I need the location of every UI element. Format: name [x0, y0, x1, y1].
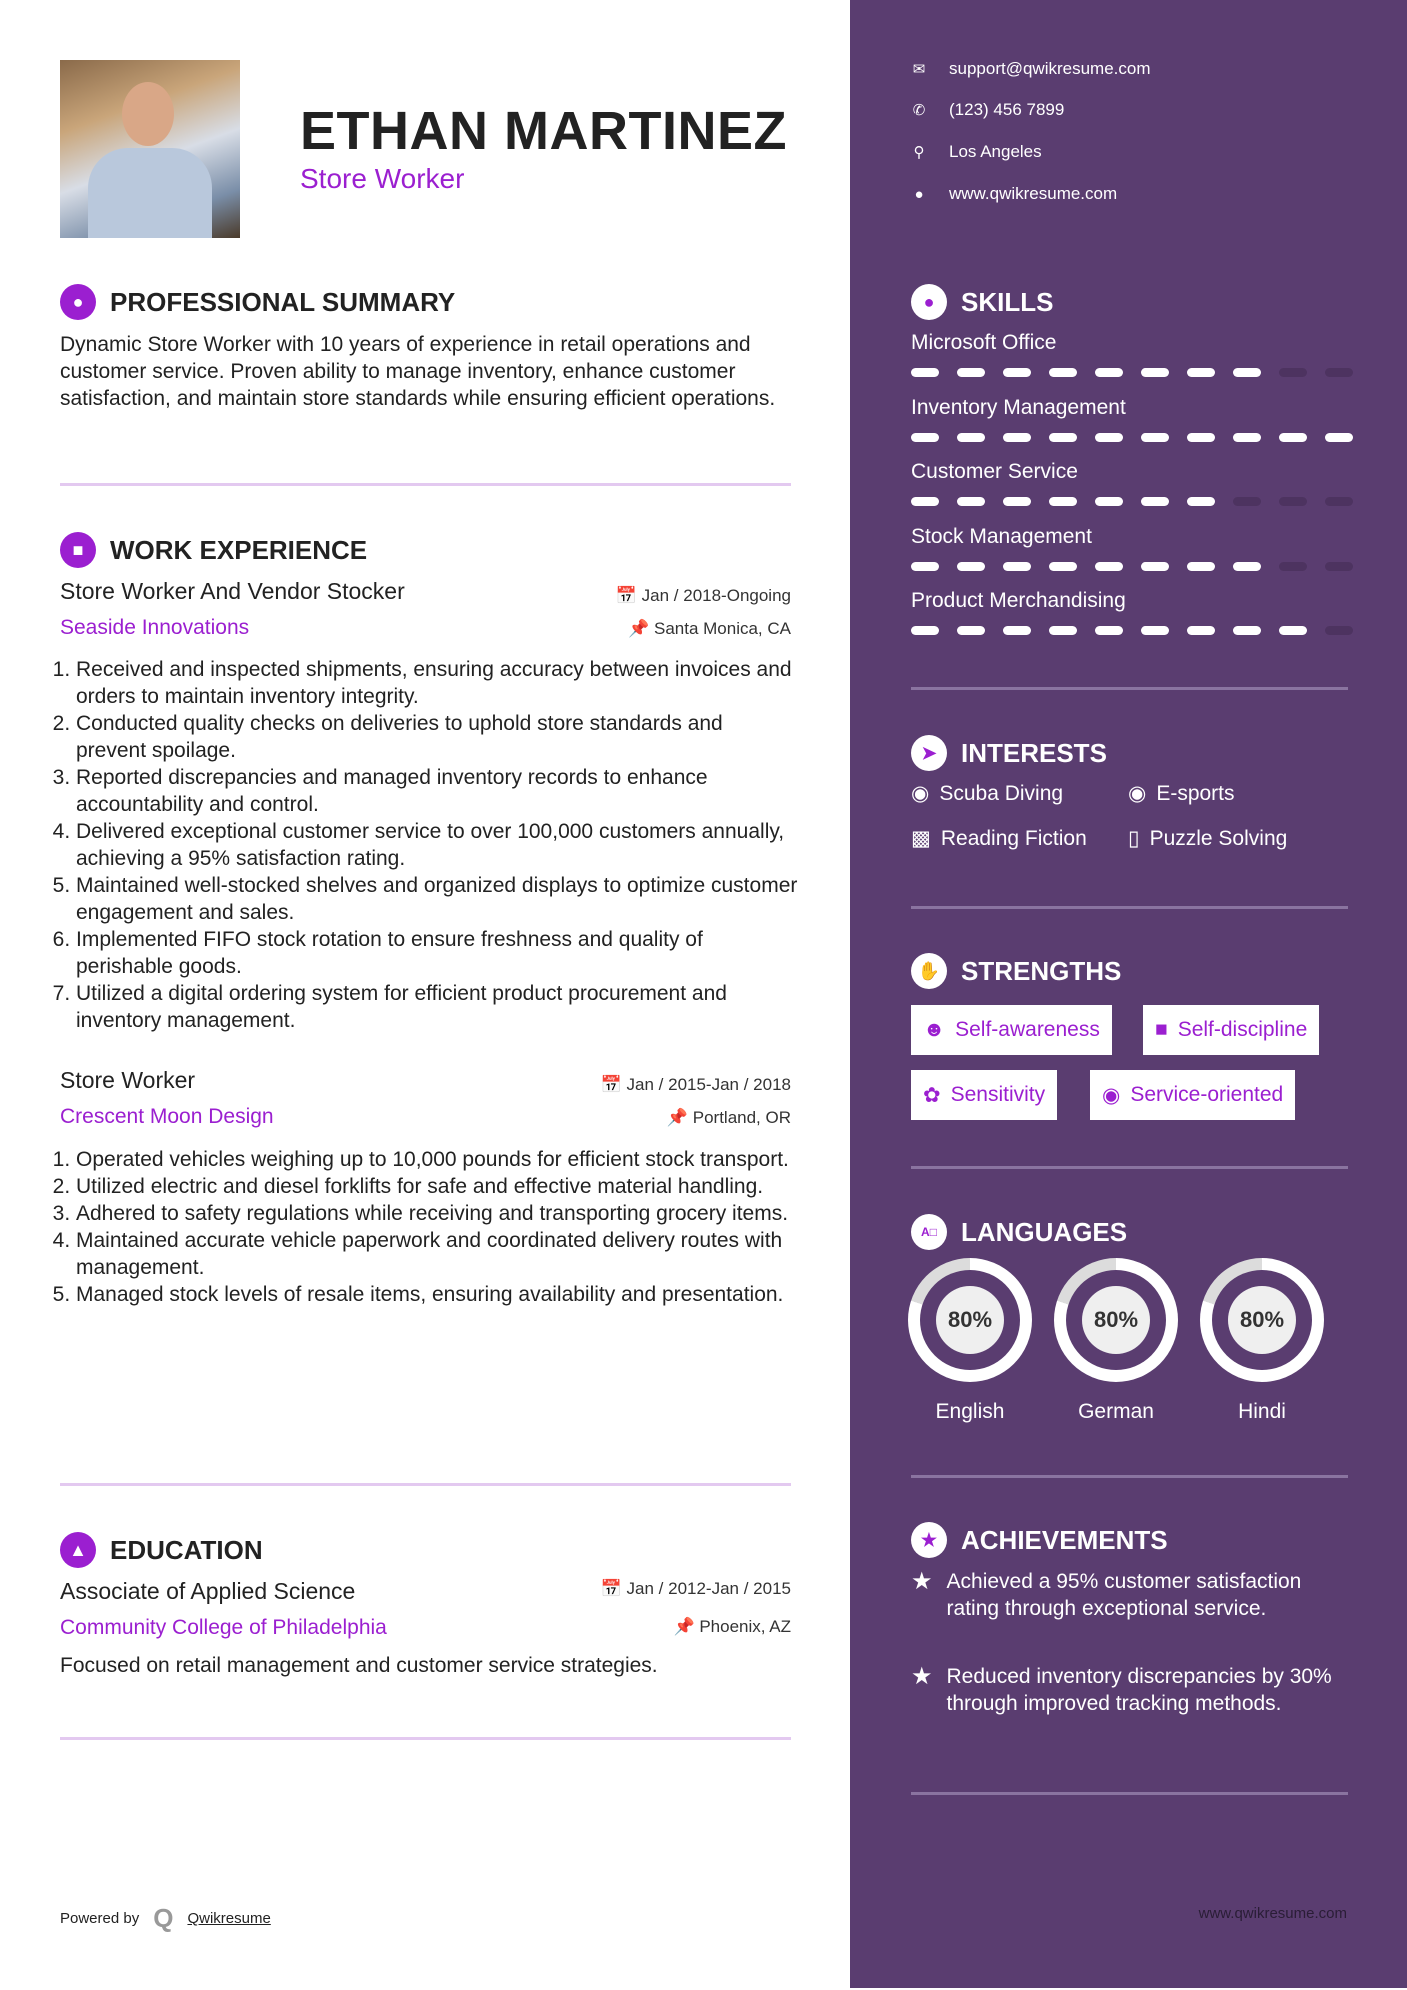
bullet: 3. Adhered to safety regulations while receiving and transporting grocery items.	[76, 1200, 798, 1227]
divider	[911, 1792, 1348, 1795]
summary-heading	[60, 284, 455, 320]
pin-icon: 📌	[628, 619, 654, 638]
summary-heading-text: PROFESSIONAL SUMMARY	[110, 286, 456, 317]
language-name: German	[1078, 1400, 1154, 1423]
phone-text: (123) 456 7899	[949, 100, 1065, 119]
skill-level-segment	[1233, 562, 1261, 571]
skill-level-segment	[1141, 562, 1169, 571]
interest-item	[1128, 826, 1287, 851]
skill-level-segment	[1233, 433, 1261, 442]
skill-level-segment	[1049, 626, 1077, 635]
divider	[60, 1737, 791, 1740]
skill-level-segment	[1095, 497, 1123, 506]
skill-level-bar	[911, 562, 1353, 571]
skill-level-segment	[1141, 497, 1169, 506]
footer-website: www.qwikresume.com	[1198, 1905, 1347, 1922]
skill-level-segment	[1187, 626, 1215, 635]
bullet: 3. Reported discrepancies and managed inventory records to enhance accountability and control.	[76, 764, 798, 818]
job-date-text: Jan / 2015-Jan / 2018	[626, 1075, 791, 1094]
skill-level-segment	[1187, 497, 1215, 506]
lifebuoy-icon: ◉	[1102, 1083, 1121, 1107]
briefcase-icon: ■	[60, 532, 96, 568]
powered-by-text: Powered by	[60, 1910, 140, 1927]
skill-level-segment	[911, 433, 939, 442]
contact-phone	[911, 100, 1064, 120]
job-company: Crescent Moon Design	[60, 1105, 274, 1128]
skill-level-segment	[1325, 433, 1353, 442]
qwikresume-logo-icon: Q	[153, 1903, 174, 1933]
language-progress-ring	[1200, 1258, 1324, 1382]
user-icon: ●	[60, 284, 96, 320]
envelope-icon: ✉	[912, 61, 926, 78]
calendar-icon: 📅	[615, 586, 642, 605]
skill-level-segment	[957, 368, 985, 377]
achievements-heading	[911, 1522, 1168, 1558]
pin-icon: 📌	[666, 1108, 693, 1127]
skill-level-segment	[1003, 626, 1031, 635]
job-title: Store Worker	[60, 1067, 196, 1093]
skill-level-segment	[957, 433, 985, 442]
bullet: 7. Utilized a digital ordering system for efficient product procurement and inventory management.	[76, 980, 798, 1034]
language-percent: 80%	[1082, 1286, 1150, 1354]
skill-level-segment	[1095, 626, 1123, 635]
job-date	[616, 586, 791, 606]
job-location	[628, 619, 791, 639]
skill-level-segment	[957, 497, 985, 506]
language-item	[1054, 1258, 1178, 1424]
skill-level-segment	[1003, 368, 1031, 377]
education-date-text: Jan / 2012-Jan / 2015	[626, 1579, 791, 1598]
bullet: 1. Operated vehicles weighing up to 10,000 pounds for efficient stock transport.	[76, 1146, 798, 1173]
skill-level-segment	[911, 562, 939, 571]
education-location-text: Phoenix, AZ	[699, 1617, 791, 1636]
skill-level-segment	[1141, 626, 1169, 635]
job-location-text: Santa Monica, CA	[653, 619, 791, 638]
skill-level-segment	[1141, 433, 1169, 442]
interest-item	[911, 781, 1063, 806]
school: Community College of Philadelphia	[60, 1616, 387, 1639]
skill-label: Product Merchandising	[911, 589, 1126, 612]
strength-badge	[1143, 1005, 1319, 1055]
education-heading-text: EDUCATION	[110, 1534, 263, 1565]
interest-label: E-sports	[1156, 781, 1235, 805]
skills-heading-text: SKILLS	[961, 286, 1054, 317]
languages-heading	[911, 1214, 1127, 1250]
profile-photo	[60, 60, 240, 238]
skill-level-segment	[1279, 626, 1307, 635]
education-heading	[60, 1532, 263, 1568]
strength-badge	[911, 1005, 1112, 1055]
star-icon: ★	[911, 1568, 933, 1595]
fist-icon: ✋	[911, 953, 947, 989]
skill-label: Inventory Management	[911, 395, 1126, 419]
education-location	[673, 1617, 791, 1637]
skill-level-segment	[1049, 562, 1077, 571]
achievement-item	[911, 1663, 1351, 1717]
skill-level-segment	[1095, 433, 1123, 442]
skill-level-segment	[911, 368, 939, 377]
skill-level-segment	[1325, 368, 1353, 377]
qwikresume-link[interactable]: Qwikresume	[187, 1910, 271, 1927]
interests-heading-text: INTERESTS	[961, 737, 1107, 768]
bullet: 1. Received and inspected shipments, ensuring accuracy between invoices and orders to maintain inventory integrity.	[76, 656, 798, 710]
skill-level-segment	[1003, 562, 1031, 571]
candidate-name: ETHAN MARTINEZ	[300, 101, 787, 161]
language-name: Hindi	[1238, 1400, 1286, 1423]
phone-icon: ✆	[912, 102, 926, 119]
bullet: 5. Managed stock levels of resale items, ensuring availability and presentation.	[76, 1281, 798, 1308]
bullet: 5. Maintained well-stocked shelves and organized displays to optimize customer engagement and sales.	[76, 872, 798, 926]
skill-level-segment	[957, 626, 985, 635]
degree: Associate of Applied Science	[60, 1578, 356, 1604]
divider	[911, 687, 1348, 690]
skill-level-segment	[1279, 497, 1307, 506]
skill-level-segment	[911, 626, 939, 635]
skill-level-segment	[1049, 433, 1077, 442]
bullet: 2. Utilized electric and diesel forklifts for safe and effective material handling.	[76, 1173, 798, 1200]
skill-level-segment	[1233, 626, 1261, 635]
skill-label: Customer Service	[911, 460, 1078, 483]
job-bullets	[58, 656, 798, 1034]
skill-level-segment	[1325, 626, 1353, 635]
skill-level-segment	[1187, 433, 1215, 442]
globe-icon: ●	[914, 185, 924, 203]
achievement-text: Reduced inventory discrepancies by 30% through improved tracking methods.	[946, 1665, 1332, 1715]
job-title: Store Worker And Vendor Stocker	[60, 578, 405, 604]
star-icon: ★	[911, 1663, 933, 1690]
experience-heading-text: WORK EXPERIENCE	[110, 534, 368, 565]
achievement-text: Achieved a 95% customer satisfaction rating through exceptional service.	[946, 1570, 1302, 1620]
interests-heading	[911, 735, 1107, 771]
strength-label: Sensitivity	[950, 1083, 1046, 1106]
skill-level-segment	[1049, 368, 1077, 377]
job-bullets	[58, 1146, 798, 1308]
skill-level-bar	[911, 433, 1353, 442]
strengths-heading-text: STRENGTHS	[961, 955, 1122, 986]
interest-label: Puzzle Solving	[1149, 826, 1288, 850]
bullet: 6. Implemented FIFO stock rotation to ensure freshness and quality of perishable goods.	[76, 926, 798, 980]
gamepad-icon: ▩	[911, 827, 931, 850]
lightbulb-icon: ●	[911, 284, 947, 320]
calendar-icon: 📅	[600, 1579, 627, 1598]
language-name: English	[935, 1400, 1005, 1423]
job-date	[601, 1075, 791, 1095]
candidate-title: Store Worker	[300, 163, 465, 194]
strength-badge	[911, 1070, 1057, 1120]
skill-level-bar	[911, 368, 1353, 377]
skill-level-segment	[1325, 497, 1353, 506]
skill-level-segment	[1279, 562, 1307, 571]
leaf-icon: ✿	[923, 1083, 941, 1107]
map-pin-icon: ⚲	[913, 144, 925, 161]
user-circle-icon: ☻	[923, 1018, 946, 1041]
skill-level-bar	[911, 497, 1353, 506]
language-item	[1200, 1258, 1324, 1424]
job-location-text: Portland, OR	[692, 1108, 791, 1127]
skill-level-segment	[1325, 562, 1353, 571]
website-text: www.qwikresume.com	[949, 184, 1118, 203]
contact-location	[911, 142, 1042, 162]
language-progress-ring	[1054, 1258, 1178, 1382]
skill-label: Microsoft Office	[911, 331, 1057, 354]
skill-level-segment	[1233, 497, 1261, 506]
job-location	[667, 1108, 791, 1128]
divider	[911, 1475, 1348, 1478]
contact-website[interactable]	[911, 184, 1117, 204]
translate-icon: A□	[911, 1214, 947, 1250]
location-text: Los Angeles	[949, 142, 1042, 161]
strength-label: Self-discipline	[1177, 1018, 1308, 1041]
book-icon: ▯	[1128, 827, 1140, 850]
strength-badge	[1090, 1070, 1295, 1120]
language-progress-ring	[908, 1258, 1032, 1382]
skills-heading	[911, 284, 1053, 320]
graduation-icon: ▲	[60, 1532, 96, 1568]
pin-icon: 📌	[673, 1617, 700, 1636]
calendar-icon: 📅	[600, 1075, 627, 1094]
achievement-item	[911, 1568, 1351, 1622]
skill-level-segment	[1187, 562, 1215, 571]
lifebuoy-icon: ◉	[911, 782, 930, 805]
strengths-heading	[911, 953, 1121, 989]
education-description: Focused on retail management and customer service strategies.	[60, 1654, 658, 1677]
bullet: 4. Maintained accurate vehicle paperwork and coordinated delivery routes with management.	[76, 1227, 798, 1281]
divider	[911, 906, 1348, 909]
skill-level-segment	[1233, 368, 1261, 377]
interest-item	[911, 826, 1087, 851]
skill-level-segment	[1003, 497, 1031, 506]
skill-level-segment	[1141, 368, 1169, 377]
skill-level-segment	[1279, 433, 1307, 442]
skill-level-segment	[957, 562, 985, 571]
languages-heading-text: LANGUAGES	[961, 1216, 1128, 1247]
lock-icon: ■	[1155, 1018, 1168, 1041]
divider	[911, 1166, 1348, 1169]
skill-level-segment	[1003, 433, 1031, 442]
interest-label: Scuba Diving	[939, 781, 1064, 805]
skill-level-bar	[911, 626, 1353, 635]
skill-label: Stock Management	[911, 524, 1092, 548]
experience-heading	[60, 532, 367, 568]
strength-label: Self-awareness	[955, 1018, 1100, 1041]
contact-email[interactable]	[911, 59, 1151, 79]
skill-level-segment	[1095, 368, 1123, 377]
star-badge-icon: ★	[911, 1522, 947, 1558]
email-text: support@qwikresume.com	[949, 59, 1151, 78]
bullet: 4. Delivered exceptional customer service to over 100,000 customers annually, achieving a 95% satisfaction rating.	[76, 818, 798, 872]
summary-text: Dynamic Store Worker with 10 years of experience in retail operations and customer service. Proven ability to manage inventory, enhance customer satisfaction, and maintain store standards while ensuring efficient operations.	[60, 333, 776, 410]
job-date-text: Jan / 2018-Ongoing	[641, 586, 791, 605]
interest-label: Reading Fiction	[940, 826, 1087, 850]
education-date	[601, 1579, 791, 1599]
paper-plane-icon: ➤	[911, 735, 947, 771]
divider	[60, 1483, 791, 1486]
language-item	[908, 1258, 1032, 1424]
bullet: 2. Conducted quality checks on deliveries to uphold store standards and prevent spoilage.	[76, 710, 798, 764]
job-company: Seaside Innovations	[60, 616, 250, 639]
skill-level-segment	[1279, 368, 1307, 377]
powered-by	[60, 1903, 271, 1934]
interest-item	[1128, 781, 1235, 806]
strength-label: Service-oriented	[1130, 1083, 1284, 1106]
divider	[60, 483, 791, 486]
skill-level-segment	[1187, 368, 1215, 377]
achievements-heading-text: ACHIEVEMENTS	[961, 1524, 1168, 1555]
language-percent: 80%	[936, 1286, 1004, 1354]
skill-level-segment	[1095, 562, 1123, 571]
language-percent: 80%	[1228, 1286, 1296, 1354]
skill-level-segment	[1049, 497, 1077, 506]
lifebuoy-icon: ◉	[1128, 782, 1147, 805]
skill-level-segment	[911, 497, 939, 506]
